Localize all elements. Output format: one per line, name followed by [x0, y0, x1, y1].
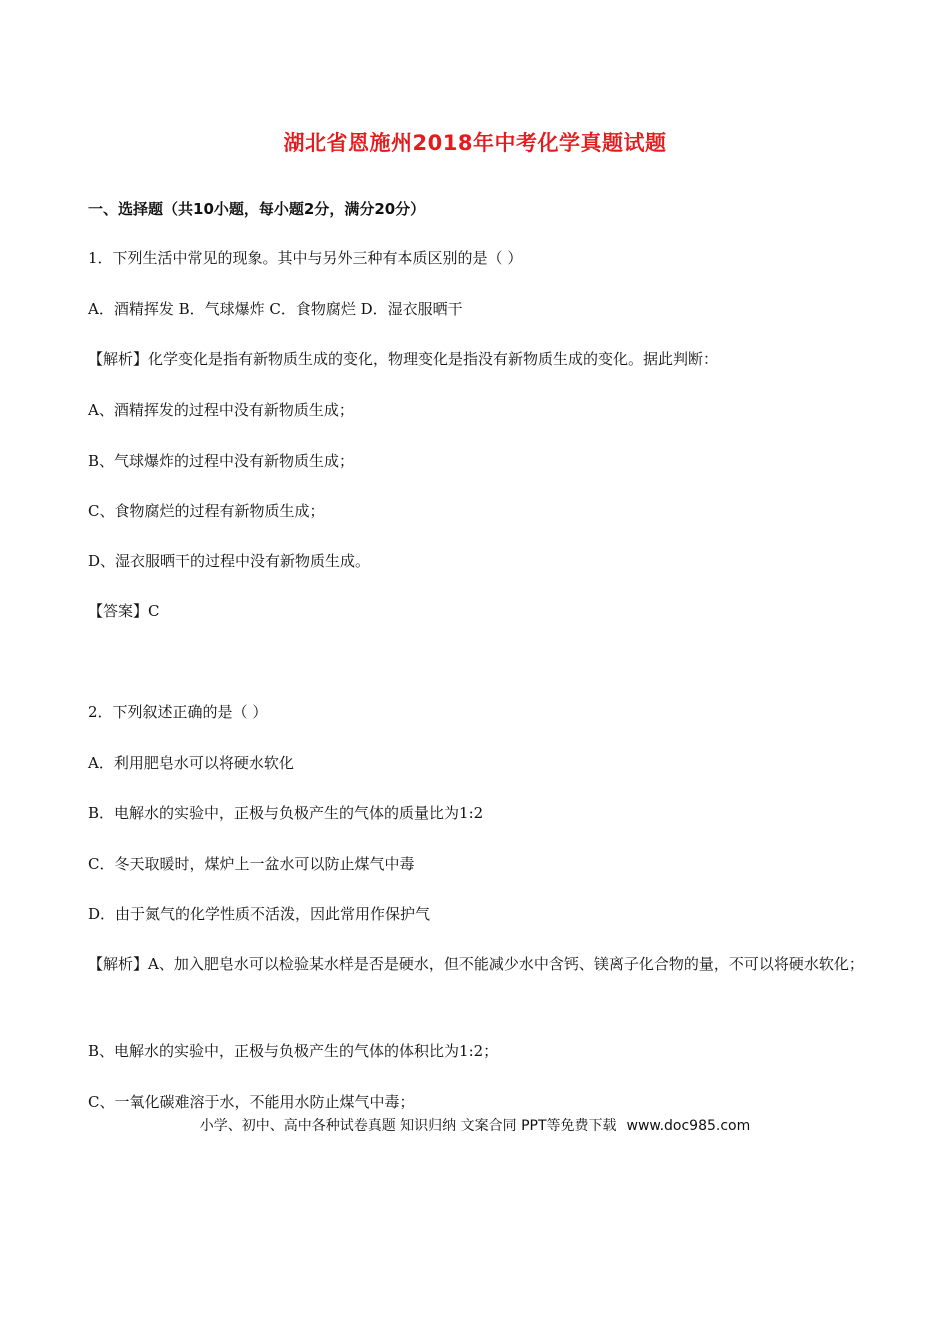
question-2-stem: 2．下列叙述正确的是（ ） [88, 703, 268, 721]
question-1-options: A．酒精挥发 B．气球爆炸 C．食物腐烂 D．湿衣服晒干 [88, 300, 463, 318]
page-footer [0, 1115, 950, 1135]
question-1-stem: 1．下列生活中常见的现象。其中与另外三种有本质区别的是（ ） [88, 249, 523, 267]
question-1-analysis-c: C、食物腐烂的过程有新物质生成； [88, 502, 325, 520]
question-2-analysis-b: B、电解水的实验中，正极与负极产生的气体的体积比为1:2； [88, 1042, 499, 1060]
question-2-analysis-c: C、一氧化碳难溶于水，不能用水防止煤气中毒； [88, 1093, 415, 1111]
question-2-option-a: A．利用肥皂水可以将硬水软化 [88, 754, 294, 772]
question-1-analysis: 【解析】化学变化是指有新物质生成的变化，物理变化是指没有新物质生成的变化。据此判断： [88, 350, 719, 368]
question-2-analysis-a: 【解析】A、加入肥皂水可以检验某水样是否是硬水，但不能减少水中含钙、镁离子化合物的量，不可以将硬水软化； [88, 955, 864, 973]
question-1-analysis-d: D、湿衣服晒干的过程中没有新物质生成。 [88, 552, 371, 570]
question-2-option-c: C．冬天取暖时，煤炉上一盆水可以防止煤气中毒 [88, 855, 415, 873]
question-1-analysis-b: B、气球爆炸的过程中没有新物质生成； [88, 452, 355, 470]
document-title: 湖北省恩施州2018年中考化学真题试题 [283, 131, 667, 155]
question-2-option-b: B．电解水的实验中，正极与负极产生的气体的质量比为1:2 [88, 804, 484, 822]
question-2-option-d: D．由于氮气的化学性质不活泼，因此常用作保护气 [88, 905, 431, 923]
section-heading: 一、选择题（共10小题，每小题2分，满分20分） [88, 200, 426, 218]
question-1-analysis-a: A、酒精挥发的过程中没有新物质生成； [88, 401, 354, 419]
question-1-answer: 【答案】C [88, 602, 160, 620]
footer-text: 小学、初中、高中各种试卷真题 知识归纳 文案合同 PPT等免费下载 [199, 1118, 617, 1134]
footer-url[interactable]: www.doc985.com [626, 1118, 751, 1134]
